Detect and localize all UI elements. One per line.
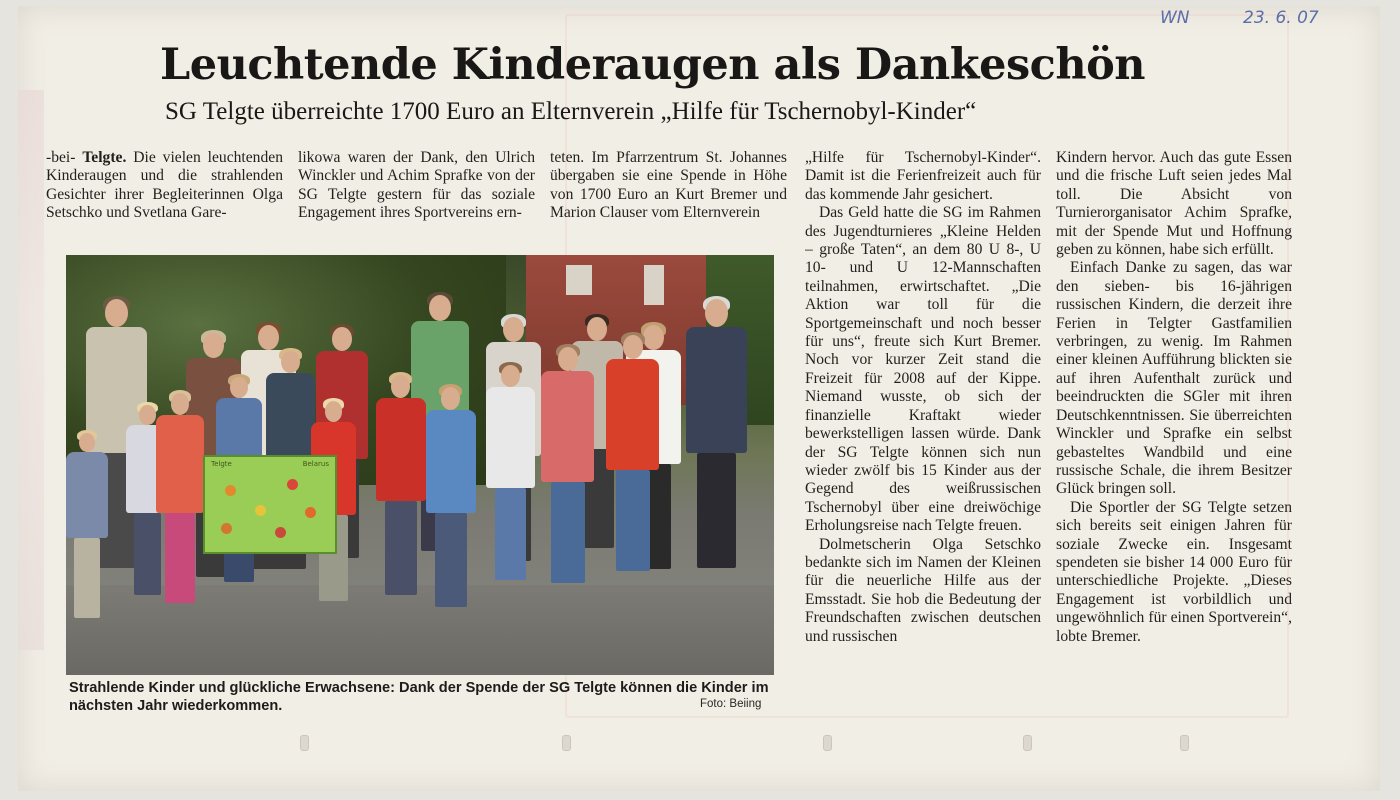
person-legs — [495, 488, 526, 580]
person-head — [105, 299, 128, 327]
person-head — [332, 327, 352, 351]
person-legs — [616, 470, 650, 571]
poster-ball — [221, 523, 232, 534]
poster-ball — [305, 507, 316, 518]
person-head — [203, 333, 224, 358]
photo-credit: Foto: Beiing — [700, 698, 762, 710]
paragraph: Dolmetscherin Olga Setschko bedankte sich im Namen der Kleinen für die neuerliche Hilfe aus der Emsstadt. Sie hob die Bedeutung der Freundschaften zwischen deutschen und russischen — [805, 535, 1041, 645]
person-head — [643, 325, 664, 350]
person-legs — [435, 513, 467, 608]
person-body — [686, 327, 747, 453]
poster-ball — [287, 479, 298, 490]
person-head — [623, 335, 643, 359]
person-legs — [165, 513, 195, 603]
poster-ball — [275, 527, 286, 538]
paragraph: Die Sportler der SG Telgte setzen sich bereits seit einigen Jahren für soziale Zwecke ein. Insgesamt spendeten sie bisher 14 000 Euro für unterschiedliche Projekte. „Dieses Engagement ist vorbildlich und ungewöhnlich für einen Sportverein“, lobte Bremer. — [1056, 498, 1292, 645]
person-head — [171, 393, 189, 415]
column-3-text: teten. Im Pfarrzentrum St. Johannes übergaben sie eine Spende in Höhe von 1700 Euro an Kurt Bremer und Marion Clauser vom Elternverein — [550, 149, 787, 222]
poster-label-right: Belarus — [302, 460, 329, 468]
person-legs — [74, 538, 101, 617]
paragraph: „Hilfe für Tschernobyl-Kinder“. Damit ist die Ferienfreizeit auch für das kommende Jahr gesichert. — [805, 149, 1041, 203]
person-body — [66, 452, 108, 538]
person-body — [606, 359, 659, 469]
person-legs — [697, 453, 736, 569]
binder-mark — [300, 735, 309, 751]
childrens-poster — [203, 455, 337, 554]
person-legs — [134, 513, 161, 594]
article-lead — [46, 149, 283, 223]
person-body — [541, 371, 594, 481]
poster-ball — [225, 485, 236, 496]
person-legs — [385, 501, 417, 596]
person-head — [705, 299, 728, 327]
binder-mark — [562, 735, 571, 751]
paragraph: Einfach Danke zu sagen, das war den sieben- bis 16-jährigen russischen Kindern, die derzeit ihre Ferien in Telgter Gastfamilien verbringen, zu wenig. Im Rahmen einer kleinen Aufführung blickten sie auf ihren Aufenthalt zurück und beeindruckten die SGler mit ihren Deutschkenntnissen. Sie überreichten Winckler und Sprafke ein selbst gebasteltes Wandbild und eine russische Schale, die ihrem Besitzer Glück bringen soll. — [1056, 259, 1292, 498]
person-head — [558, 347, 578, 371]
article-column-4 — [805, 149, 1041, 719]
article-column-3 — [550, 149, 787, 241]
bleed-through-shade — [18, 90, 44, 650]
poster-label-left: Telgte — [211, 460, 232, 468]
person-head — [230, 377, 248, 398]
person-head — [258, 325, 279, 350]
column-2-text: likowa waren der Dank, den Ulrich Winckler und Achim Sprafke von der SG Telgte gestern für das soziale Engagement ihres Sportvereins ern- — [298, 149, 535, 222]
person-head — [503, 317, 524, 342]
article-column-1 — [46, 149, 283, 241]
person-body — [376, 398, 426, 501]
binder-mark — [823, 735, 832, 751]
headline: Leuchtende Kinderaugen als Dankeschön — [160, 40, 1146, 90]
person-head — [139, 405, 155, 425]
article-column-5 — [1056, 149, 1292, 719]
person-body — [486, 387, 535, 488]
person-body — [156, 415, 204, 513]
person-head — [325, 401, 342, 422]
paragraph: Das Geld hatte die SG im Rahmen des Jugendturnieres „Kleine Helden – große Taten“, an dem 80 U 8-, U 10- und U 12-Mannschaften teilnahmen, erwirtschaftet. „Die Aktion war toll für die Sportgemeinschaft und noch besser für uns“, freute sich Kurt Bremer. Noch vor kurzer Zeit stand die Freizeit für 2008 auf der Kippe. Niemand wusste, ob sich der finanzielle Kraftakt wieder bewerkstelligen lassen würde. Dank der SG Telgte können sich nun wieder zwölf bis 15 Kinder aus der Gegend des weißrussischen Tschernobyl über eine dreiwöchige Erholungsreise nach Telgte freuen. — [805, 204, 1041, 535]
person-legs — [551, 482, 585, 583]
handwritten-date: 23. 6. 07 — [1243, 8, 1319, 28]
person-head — [501, 365, 519, 387]
article-column-2 — [298, 149, 535, 241]
person-head — [79, 433, 95, 452]
binder-mark — [1023, 735, 1032, 751]
dateline-place: Telgte. — [82, 149, 127, 166]
person-head — [391, 375, 410, 398]
group-photo — [66, 255, 774, 675]
dateline-prefix: -bei- — [46, 149, 76, 166]
column-1-text: Die vielen leuchtenden Kinderaugen und die strahlenden Gesichter ihrer Begleiterinnen Olga Setschko und Svetlana Gare- — [46, 149, 283, 222]
subheadline: SG Telgte überreichte 1700 Euro an Elternverein „Hilfe für Tschernobyl-Kinder“ — [165, 98, 977, 125]
person-head — [441, 387, 460, 410]
person-head — [587, 317, 607, 341]
paragraph: Kindern hervor. Auch das gute Essen und die frische Luft seien jedes Mal toll. Die Absicht von Turnierorganisator Achim Sprafke, mit der Spende Mut und Hoffnung geben zu können, habe sich erfüllt. — [1056, 149, 1292, 259]
handwritten-paper-name: WN — [1160, 8, 1190, 28]
binder-mark — [1180, 735, 1189, 751]
poster-ball — [255, 505, 266, 516]
photo-caption: Strahlende Kinder und glückliche Erwachsene: Dank der Spende der SG Telgte können die Kinder im nächsten Jahr wiederkommen. — [69, 680, 769, 714]
person-body — [426, 410, 476, 513]
